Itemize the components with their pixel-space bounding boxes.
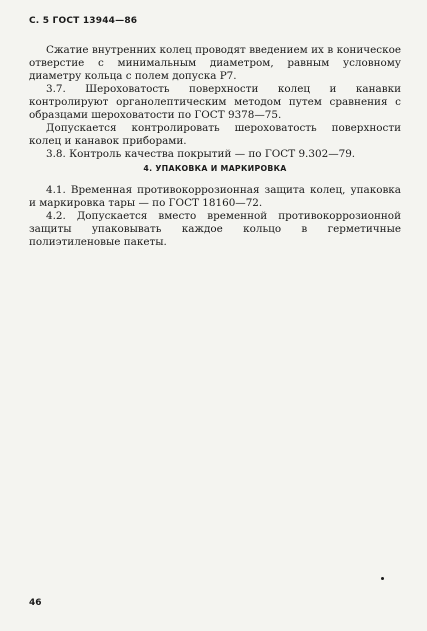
section-3-body <box>29 44 401 161</box>
paragraph-roughness-instruments: Допускается контролировать шероховатость поверхности колец и канавок приборами. <box>29 122 401 147</box>
paragraph-ring-compression: Сжатие внутренних колец проводят введением их в коническое отверстие с минимальным диаметром, равным условному диаметру кольца с полем допуска Р7. <box>29 44 401 82</box>
section-4-title: 4. УПАКОВКА И МАРКИРОВКА <box>143 164 287 173</box>
paragraph-3-7: 3.7. Шероховатость поверхности колец и канавки контролируют органолептическим методом путем сравнения с образцами шероховатости по ГОСТ 9378—75. <box>29 83 401 121</box>
page-header: С. 5 ГОСТ 13944—86 <box>29 16 138 26</box>
paragraph-4-1: 4.1. Временная противокоррозионная защита колец, упаковка и маркировка тары — по ГОСТ 18160—72. <box>29 184 401 209</box>
ink-speck <box>381 577 384 580</box>
section-4-body <box>29 184 401 249</box>
paragraph-4-2: 4.2. Допускается вместо временной противокоррозионной защиты упаковывать каждое кольцо в герметичные полиэтиленовые пакеты. <box>29 210 401 248</box>
page-number: 46 <box>29 598 42 608</box>
paragraph-3-8: 3.8. Контроль качества покрытий — по ГОСТ 9.302—79. <box>46 148 356 160</box>
